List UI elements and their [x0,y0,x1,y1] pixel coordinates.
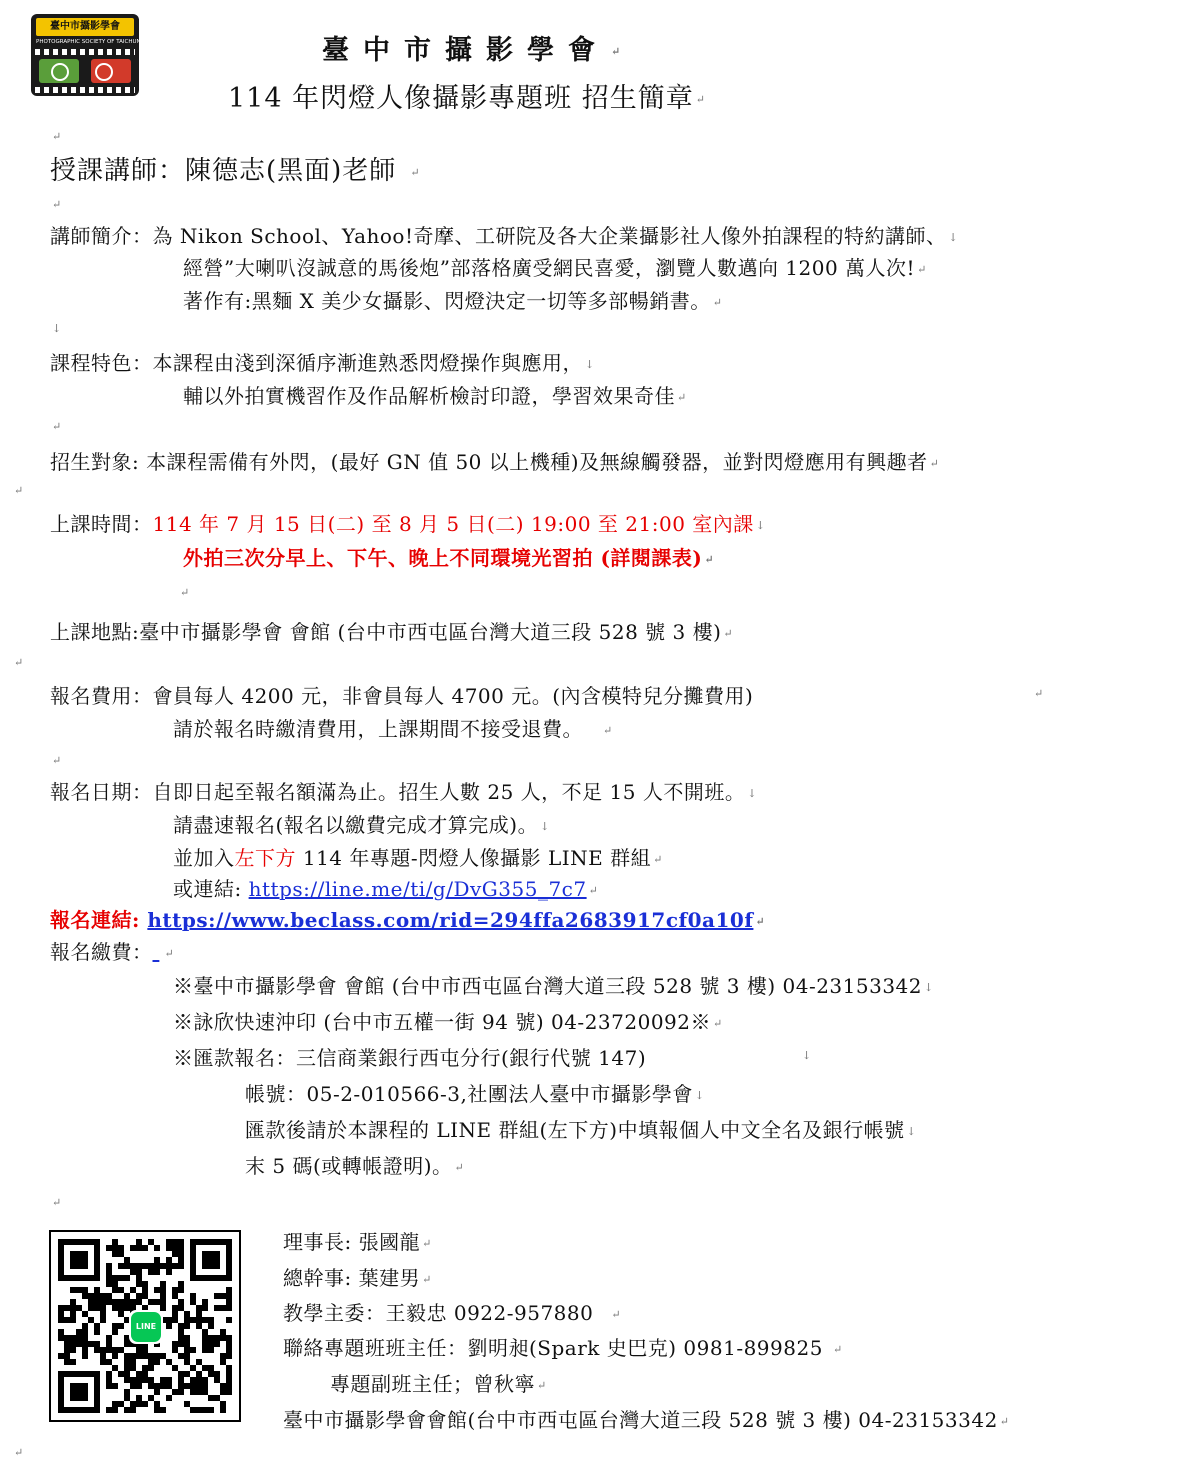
contact-chair: 理事長: 張國龍 ↵ [283,1230,432,1254]
payment-item-5: 匯款後請於本課程的 LINE 群組(左下方)中填報個人中文全名及銀行帳號 ↓ [245,1118,917,1142]
paragraph-mark: ↵ [52,754,62,767]
bio-line-2: 經營”大喇叭沒誠意的馬後炮”部落格廣受網民喜愛，瀏覽人數邁向 1200 萬人次! ↵ [183,256,927,280]
location-line: 上課地點:臺中市攝影學會 會館 (台中市西屯區台灣大道三段 528 號 3 樓) ↵ [50,620,734,644]
paragraph-mark: ↵ [52,130,62,143]
society-title: 臺中市攝影學會 ↵ [322,35,635,66]
line-group-qr-code[interactable] [49,1230,241,1422]
features-line-1: 課程特色：本課程由淺到深循序漸進熟悉閃燈操作與應用， ↓ [50,351,595,375]
course-title: 114 年閃燈人像攝影專題班 招生簡章 ↵ [228,83,706,114]
bio-label: 講師簡介： [50,224,153,248]
location-label: 上課地點: [50,620,140,644]
contact-vice: 專題副班主任；曾秋寧 ↵ [330,1372,547,1396]
instructor-line: 授課講師：陳德志(黑面)老師 ↵ [50,156,421,186]
dates-line-4: 或連結: https://line.me/ti/g/DvG355_7c7 ↵ [173,877,599,901]
fee-line-2: 請於報名時繳清費用，上課期間不接受退費。 ↵ [173,717,613,741]
paragraph-mark: ↵ [14,484,24,497]
dates-line-3: 並加入左下方 114 年專題-閃燈人像攝影 LINE 群組 ↵ [173,846,663,870]
dates-line-2: 請盡速報名(報名以繳費完成才算完成)。 ↓ [173,813,550,837]
paragraph-mark: ↵ [52,198,62,211]
paragraph-mark: ↓ [802,1049,812,1062]
contact-hall: 臺中市攝影學會會館(台中市西屯區台灣大道三段 528 號 3 樓) 04-23153342 ↵ [283,1408,1010,1432]
signup-line: 報名連結: https://www.beclass.com/rid=294ffa2683917cf0a10f ↵ [50,908,766,932]
contact-secretary: 總幹事: 葉建男 ↵ [283,1266,432,1290]
paragraph-mark: ↵ [180,586,190,599]
payment-item-3: ※匯款報名：三信商業銀行西屯分行(銀行代號 147) [173,1046,647,1070]
logo-name: 臺中市攝影學會 [36,18,134,36]
features-line-2: 輔以外拍實機習作及作品解析檢討印證，學習效果奇佳 ↵ [183,384,687,408]
features-label: 課程特色： [50,351,153,375]
paragraph-mark: ↵ [52,420,62,433]
line-logo-icon: LINE [129,1310,163,1344]
schedule-time: 114 年 7 月 15 日(二) 至 8 月 5 日(二) 19:00 至 21:00 室內課 [152,512,754,536]
schedule-line-1: 上課時間：114 年 7 月 15 日(二) 至 8 月 5 日(二) 19:00 至 21:00 室內課 ↓ [50,512,766,536]
paragraph-mark: ↓ [52,322,62,335]
instructor-name: 陳德志(黑面)老師 [185,156,397,186]
bio-line-1: 講師簡介：為 Nikon School、Yahoo!奇摩、工研院及各大企業攝影社人像外拍課程的特約講師、 ↓ [50,224,959,248]
video-camera-icon [91,59,131,83]
payment-item-1: ※臺中市攝影學會 會館 (台中市西屯區台灣大道三段 528 號 3 樓) 04-23153342 ↓ [173,974,934,998]
target-label: 招生對象: [50,450,147,474]
fee-label: 報名費用： [50,684,153,708]
payment-line: 報名繳費： ↵ [50,940,175,964]
schedule-line-2: 外拍三次分早上、下午、晚上不同環境光習拍 (詳閱課表) ↵ [183,546,715,570]
society-logo [31,14,145,96]
bottom-left-highlight: 左下方 [234,846,296,870]
dates-line-1: 報名日期：自即日起至報名額滿為止。招生人數 25 人，不足 15 人不開班。 ↓ [50,780,758,804]
payment-item-2: ※詠欣快速沖印 (台中市五權一街 94 號) 04-23720092※ ↵ [173,1010,723,1034]
line-group-link[interactable]: https://line.me/ti/g/DvG355_7c7 [248,877,587,901]
paragraph-mark: ↵ [14,656,24,669]
schedule-label: 上課時間： [50,512,153,536]
instructor-label: 授課講師： [50,156,186,186]
logo-english: PHOTOGRAPHIC SOCIETY OF TAICHUNG [36,39,145,45]
paragraph-mark: ↵ [52,1196,62,1209]
paragraph-mark: ↵ [14,1446,24,1459]
payment-item-4: 帳號：05-2-010566-3,社團法人臺中市攝影學會 ↓ [245,1082,705,1106]
payment-item-6: 末 5 碼(或轉帳證明)。 ↵ [245,1154,465,1178]
fee-line-1: 報名費用：會員每人 4200 元，非會員每人 4700 元。(內含模特兒分攤費用) [50,684,754,708]
signup-link[interactable]: https://www.beclass.com/rid=294ffa2683917cf0a10f [147,908,754,932]
contact-teaching: 教學主委：王毅忠 0922-957880 ↵ [283,1301,622,1325]
contact-director: 聯絡專題班班主任：劉明昶(Spark 史巴克) 0981-899825 ↵ [283,1336,843,1360]
camera-icon [39,59,79,83]
bio-line-3: 著作有:黑麵 X 美少女攝影、閃燈決定一切等多部暢銷書。 ↵ [183,289,723,313]
logo-film-strip-top [35,49,135,55]
dates-label: 報名日期： [50,780,153,804]
paragraph-mark: ↵ [1034,687,1044,700]
logo-film-strip-bottom [35,87,135,93]
signup-label: 報名連結: [50,908,148,932]
payment-label: 報名繳費： [50,940,153,964]
target-line: 招生對象: 本課程需備有外閃，(最好 GN 值 50 以上機種)及無線觸發器，並對閃燈應用有興趣者 ↵ [50,450,940,474]
